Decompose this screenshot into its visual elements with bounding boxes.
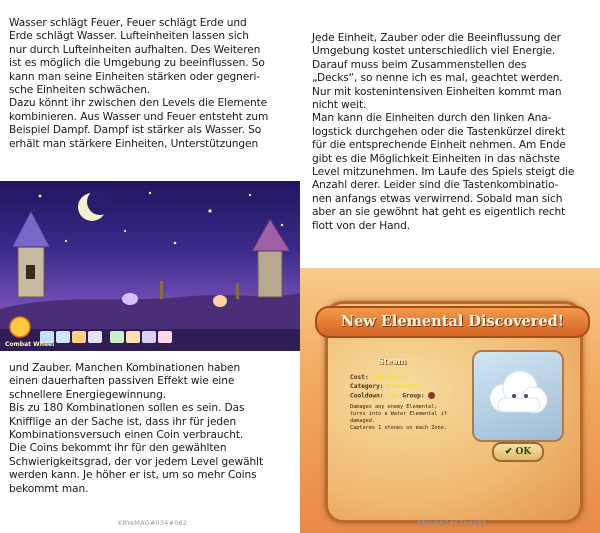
text-line: Level mitzunehmen. Im Laufe des Spiels steigt die [312, 166, 575, 179]
game-screenshot-elemental-dialog [300, 268, 600, 533]
description-line: Captures 1 stones on each Zone. [350, 425, 447, 431]
text-line: Man kann die Einheiten durch den linken Ana- [312, 112, 552, 125]
stat-cooldown-label: Cooldown: [350, 392, 384, 400]
battlefield-scene [0, 181, 300, 351]
stat-cooldown-value: 20s [387, 392, 399, 400]
text-line: Kombinationsversuch einen Coin verbraucht. [9, 429, 244, 442]
group-orb-icon [428, 392, 435, 399]
steam-portrait-frame [472, 350, 564, 442]
text-line: für die entsprechende Einheit nehmen. Am Ende [312, 139, 566, 152]
game-screenshot-battlefield [0, 181, 300, 351]
tower-right-icon [252, 219, 290, 297]
text-line: flott von der Hand. [312, 219, 410, 232]
text-line: Wasser schlägt Feuer, Feuer schlägt Erde und [9, 17, 247, 29]
article-text-right-top [312, 32, 594, 233]
stat-group-label: Group: [402, 392, 425, 400]
text-line: „Decks“, so nenne ich es mal, geachtet werden. [312, 72, 563, 85]
text-line: Erde schlägt Wasser. Lufteinheiten lassen sich [9, 30, 249, 43]
text-line: Umgebung kostet unterschiedlich viel Energie. [312, 45, 556, 58]
text-line: Anzahl derer. Leider sind die Tastenkombinatio- [312, 179, 559, 192]
text-line: nicht weit. [312, 99, 367, 112]
text-line: und Zauber. Manchen Kombinationen haben [9, 362, 241, 374]
text-line: Die Coins bekommt ihr für den gewählten [9, 442, 227, 455]
article-text-left-bottom [9, 362, 290, 496]
element-name: Steam [378, 356, 407, 366]
stat-cost-value: 250 Water [372, 374, 406, 381]
text-line: nen anfangs etwas verwirrend. Sobald man sich [312, 192, 563, 205]
text-line: kombinieren. Aus Wasser und Feuer entsteht zum [9, 110, 269, 123]
text-line: Beispiel Dampf. Dampf ist stärker als Wasser. So [9, 124, 262, 137]
dialog-title: New Elemental Discovered! [315, 306, 590, 338]
combat-wheel-icon[interactable] [10, 317, 30, 337]
combat-wheel-label: Combat Wheel [5, 341, 55, 348]
stat-cost-label: Cost: [350, 374, 369, 381]
stat-category-value: Elemental [387, 383, 421, 390]
stat-cooldown [350, 392, 435, 400]
text-line: schnellere Energiegewinnung. [9, 388, 166, 401]
stat-category-label: Category: [350, 383, 384, 390]
text-line: erhält man stärkere Einheiten, Unterstützungen [9, 137, 259, 150]
text-line: kann man seine Einheiten stärken oder gegneri- [9, 70, 261, 83]
stars [39, 192, 284, 245]
description-line: turns into a Water Elemental if [350, 411, 447, 417]
text-line: Bis zu 180 Kombinationen sollen es sein. Das [9, 402, 245, 415]
text-line: Dazu könnt ihr zwischen den Levels die Elemente [9, 97, 268, 110]
description-line: damaged. [350, 418, 375, 424]
text-line: aber an sie gewöhnt hat geht es eigentlich recht [312, 206, 566, 219]
text-line: ist es möglich die Umgebung zu beeinflussen. So [9, 57, 265, 70]
article-text-left-top [9, 17, 290, 151]
moon-shadow [87, 189, 113, 215]
stat-cost [350, 374, 406, 381]
text-line: gibt es die Möglichkeit Einheiten in das nächste [312, 152, 560, 165]
text-line: Schwierigkeitsgrad, der vor jedem Level gewählt [9, 455, 264, 468]
text-line: Knifflige an der Sache ist, dass ihr für jeden [9, 415, 237, 428]
checkmark-icon: ✔ [504, 447, 513, 457]
text-line: bekommt man. [9, 482, 89, 495]
text-line: sche Einheiten schwächen. [9, 84, 151, 97]
description-line: Damages any enemy Elemental; [350, 404, 438, 410]
text-line: werden kann. Je höher er ist, um so mehr Coins [9, 469, 257, 482]
ok-button[interactable] [492, 442, 544, 462]
page-footer-left: KRYeMAG#034#062 [118, 519, 188, 527]
text-line: logstick durchgehen oder die Tastenkürzel direkt [312, 125, 565, 138]
ok-label: OK [515, 447, 532, 457]
text-line: Jede Einheit, Zauber oder die Beeinflussung der [312, 32, 561, 44]
text-line: Nur mit kostenintensiven Einheiten kommt man [312, 85, 562, 98]
tower-left-icon [12, 211, 50, 297]
text-line: einen dauerhaften passiven Effekt wie eine [9, 375, 235, 388]
text-line: nur durch Lufteinheiten aufhalten. Des Weiteren [9, 43, 261, 56]
stat-category [350, 383, 421, 390]
page-footer-right: KRYeMAG#034#063 [417, 519, 487, 527]
steam-cloud-icon [474, 352, 562, 440]
text-line: Darauf muss beim Zusammenstellen des [312, 58, 527, 71]
